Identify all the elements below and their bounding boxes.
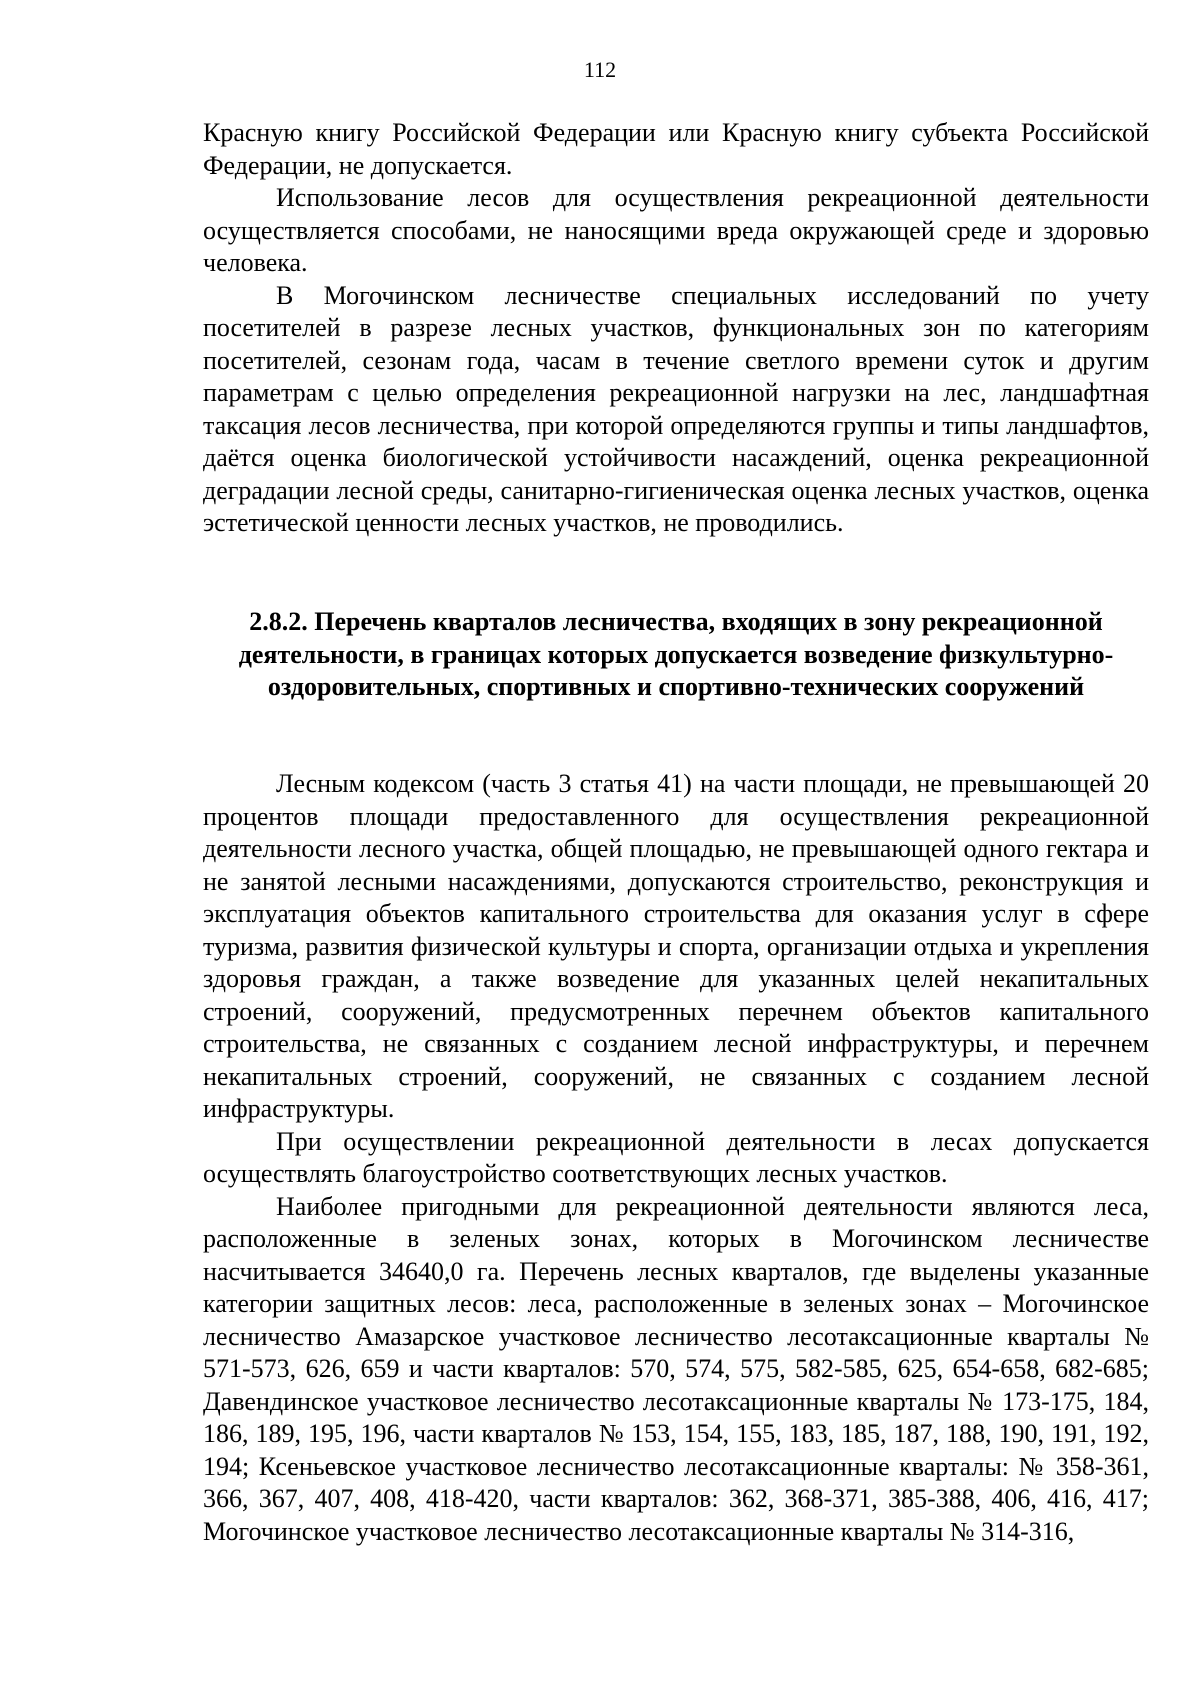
paragraph-research-not-conducted: В Могочинском лесничестве специальных исследований по учету посетителей в разрезе лесных участков, функциональных зон по категориям посетителей, сезонам года, часам в течение светлого времени суток и другим параметрам с целью определения рекреационной нагрузки на лес, ландшафтная таксация лесов лесничества, при которой определяются группы и типы ландшафтов, даётся оценка биологической устойчивости насаждений, оценка рекреационной деградации лесной среды, санитарно-гигиеническая оценка лесных участков, оценка эстетической ценности лесных участков, не проводились.: [203, 280, 1149, 537]
paragraph-red-book-continuation: Красную книгу Российской Федерации или Красную книгу субъекта Российской Федерации, не допускается.: [203, 118, 1149, 180]
paragraph-landscaping: При осуществлении рекреационной деятельности в лесах допускается осуществлять благоустройство соответствующих лесных участков.: [203, 1126, 1149, 1188]
section-body-block: [203, 768, 1149, 1548]
paragraph-forest-use-methods: Использование лесов для осуществления рекреационной деятельности осуществляется способами, не наносящими вреда окружающей среде и здоровью человека.: [203, 183, 1149, 277]
intro-text-block: [203, 117, 1149, 540]
paragraph-green-zones-quarters: Наиболее пригодными для рекреационной деятельности являются леса, расположенные в зеленых зонах, которых в Могочинском лесничестве насчитывается 34640,0 га. Перечень лесных кварталов, где выделены указанные категории защитных лесов: леса, расположенные в зеленых зонах – Могочинское лесничество Амазарское участковое лесничество лесотаксационные кварталы № 571-573, 626, 659 и части кварталов: 570, 574, 575, 582-585, 625, 654-658, 682-685; Давендинское участковое лесничество лесотаксационные кварталы № 173-175, 184, 186, 189, 195, 196, части кварталов № 153, 154, 155, 183, 185, 187, 188, 190, 191, 192, 194; Ксеньевское участковое лесничество лесотаксационные кварталы: № 358-361, 366, 367, 407, 408, 418-420, части кварталов: 362, 368-371, 385-388, 406, 416, 417; Могочинское участковое лесничество лесотаксационные кварталы № 314-316,: [203, 1191, 1149, 1546]
page-number: 112: [583, 57, 617, 82]
section-heading-block: [190, 606, 1162, 704]
section-heading: 2.8.2. Перечень кварталов лесничества, входящих в зону рекреационной деятельности, в границах которых допускается возведение физкультурно-оздоровительных, спортивных и спортивно-технических сооружений: [238, 607, 1114, 701]
paragraph-forest-code: Лесным кодексом (часть 3 статья 41) на части площади, не превышающей 20 процентов площади предоставленного для осуществления рекреационной деятельности лесного участка, общей площадью, не превышающей одного гектара и не занятой лесными насаждениями, допускаются строительство, реконструкция и эксплуатация объектов капитального строительства для оказания услуг в сфере туризма, развития физической культуры и спорта, организации отдыха и укрепления здоровья граждан, а также возведение для указанных целей некапитальных строений, сооружений, предусмотренных перечнем объектов капитального строительства, не связанных с созданием лесной инфраструктуры, и перечнем некапитальных строений, сооружений, не связанных с созданием лесной инфраструктуры.: [203, 769, 1149, 1123]
